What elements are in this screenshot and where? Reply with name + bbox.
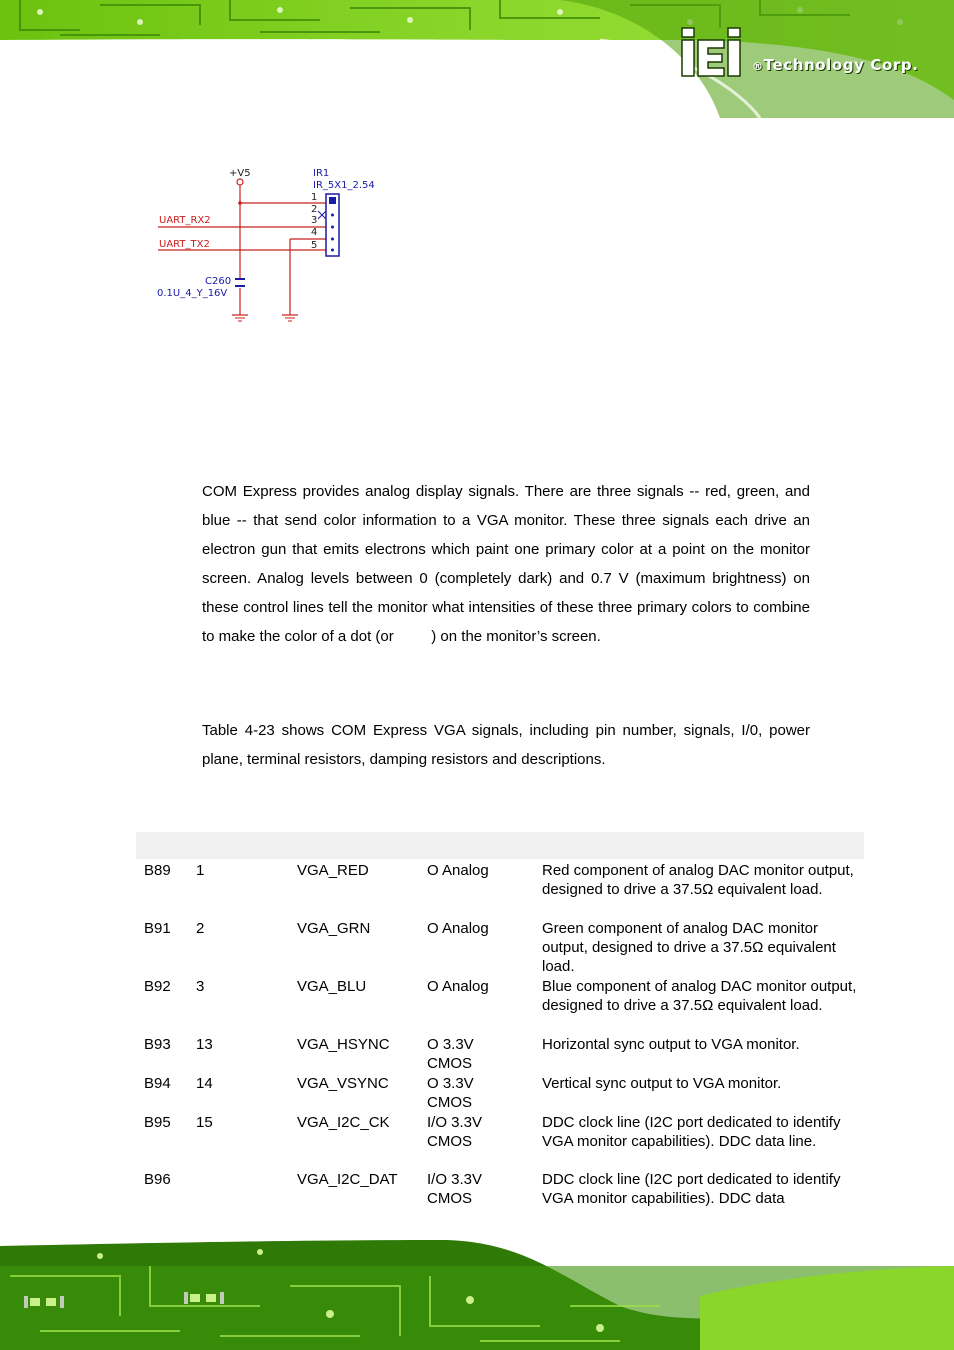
- description-cell: DDC clock line (I2C port dedicated to identify VGA monitor capabilities). DDC data: [542, 1171, 841, 1207]
- pin-cell: B94: [144, 1075, 171, 1092]
- table-row: [136, 1074, 864, 1113]
- table-header: [136, 832, 864, 859]
- pin-number-cell: 1: [196, 862, 205, 879]
- ir-connector-schematic: [150, 160, 410, 330]
- net-label-tx: UART_TX2: [159, 239, 210, 250]
- pin-number-cell: 2: [196, 920, 205, 937]
- signal-cell: VGA_HSYNC: [297, 1036, 390, 1053]
- vga-signals-table: [136, 832, 864, 1215]
- pin-number-cell: 14: [196, 1075, 213, 1092]
- table-row: [136, 977, 864, 1035]
- table-intro-paragraph: Table 4-23 shows COM Express VGA signals, including pin number, signals, I/0, power plane, terminal resistors, damping resistors and descriptions.: [202, 722, 810, 768]
- footer-banner: [0, 1236, 954, 1350]
- table-body: [136, 859, 864, 1215]
- description-cell: Green component of analog DAC monitor output, designed to drive a 37.5Ω equivalent load.: [542, 920, 836, 975]
- pin-cell: B96: [144, 1171, 171, 1188]
- io-type-cell: I/O 3.3V CMOS: [427, 1114, 483, 1150]
- pin-cell: B89: [144, 862, 171, 879]
- description-cell: Vertical sync output to VGA monitor.: [542, 1075, 782, 1092]
- pin-number-cell: 13: [196, 1036, 213, 1053]
- pin-cell: B93: [144, 1036, 171, 1053]
- table-row: [136, 1113, 864, 1170]
- power-label: +V5: [229, 168, 251, 179]
- table-row: [136, 861, 864, 919]
- signal-cell: VGA_RED: [297, 862, 369, 879]
- description-cell: Blue component of analog DAC monitor output, designed to drive a 37.5Ω equivalent load.: [542, 978, 857, 1014]
- table-row: [136, 919, 864, 977]
- signal-cell: VGA_GRN: [297, 920, 371, 937]
- io-type-cell: O Analog: [427, 978, 489, 995]
- iei-logo-icon: [680, 26, 750, 82]
- net-label-rx: UART_RX2: [159, 215, 211, 226]
- company-logo: [680, 26, 940, 86]
- description-cell: DDC clock line (I2C port dedicated to identify VGA monitor capabilities). DDC data line.: [542, 1114, 841, 1150]
- pin-cell: B95: [144, 1114, 171, 1131]
- io-type-cell: O 3.3V CMOS: [427, 1075, 474, 1111]
- logo-text: ®Technology Corp.: [752, 56, 919, 74]
- pin-number-cell: 3: [196, 978, 205, 995]
- power-terminal-icon: [237, 179, 243, 185]
- description-cell: Horizontal sync output to VGA monitor.: [542, 1036, 800, 1053]
- io-type-cell: O Analog: [427, 862, 489, 879]
- table-row: [136, 1035, 864, 1074]
- pin-number-cell: 15: [196, 1114, 213, 1131]
- pin-cell: B92: [144, 978, 171, 995]
- pin-cell: B91: [144, 920, 171, 937]
- pin-number: 5: [311, 240, 318, 251]
- header-banner: [0, 0, 954, 118]
- signal-cell: VGA_VSYNC: [297, 1075, 389, 1092]
- signal-cell: VGA_BLU: [297, 978, 367, 995]
- capacitor-ref: C260: [205, 276, 232, 287]
- pin-number: 3: [311, 215, 318, 226]
- pin-number: 4: [311, 227, 318, 238]
- description-cell: Red component of analog DAC monitor output, designed to drive a 37.5Ω equivalent load.: [542, 862, 854, 898]
- component-ref: IR1: [313, 168, 330, 179]
- signal-cell: VGA_I2C_CK: [297, 1114, 390, 1131]
- pin-number: 2: [311, 204, 318, 215]
- capacitor-value: 0.1U_4_Y_16V: [157, 288, 228, 299]
- component-value: IR_5X1_2.54: [313, 180, 375, 191]
- vga-description-paragraph: COM Express provides analog display signals. There are three signals -- red, green, and blue -- that send color information to a VGA monitor. These three signals each drive an electron gun that emits electrons which paint one primary color at a point on the monitor screen. Analog levels between 0 (completely dark) and 0.7 V (maximum brightness) on these control lines tell the monitor what intensities of these three primary colors to combine to make the color of a dot (or ) on the monitor’s screen.: [202, 483, 815, 645]
- table-row: [136, 1170, 864, 1215]
- pin-number: 1: [311, 192, 318, 203]
- circuit-board-footer-image: [0, 1236, 954, 1350]
- io-type-cell: O Analog: [427, 920, 489, 937]
- signal-cell: VGA_I2C_DAT: [297, 1171, 398, 1188]
- io-type-cell: O 3.3V CMOS: [427, 1036, 474, 1072]
- io-type-cell: I/O 3.3V CMOS: [427, 1171, 483, 1207]
